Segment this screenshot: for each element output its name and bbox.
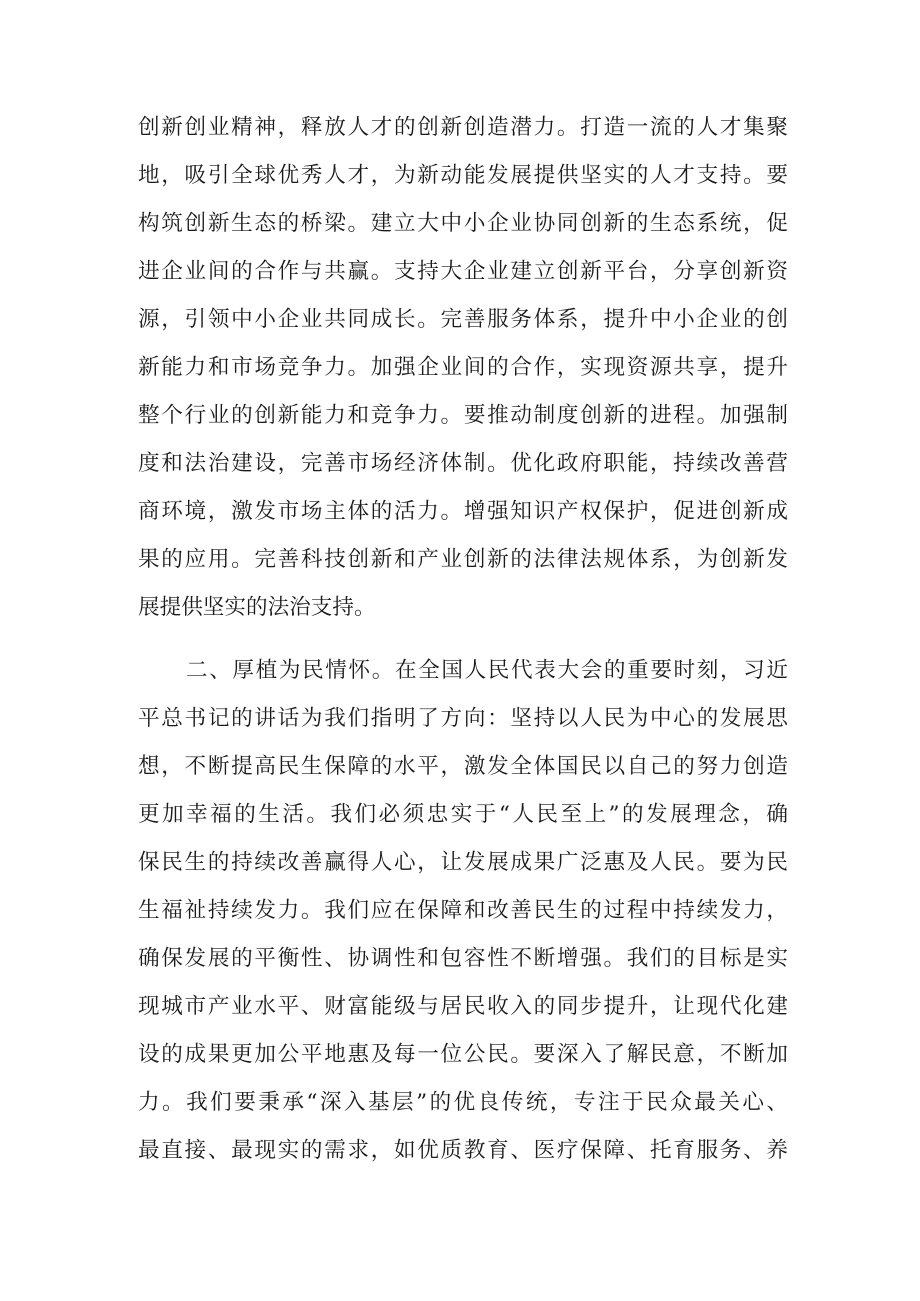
text-line: 保民生的持续改善赢得人心，让发展成果广泛惠及人民。要为民 xyxy=(138,850,788,875)
text-line: 现城市产业水平、财富能级与居民收入的同步提升，让现代化建 xyxy=(138,994,788,1019)
text-line: 源，引领中小企业共同成长。完善服务体系，提升中小企业的创 xyxy=(138,307,788,332)
text-line: 生福祉持续发力。我们应在保障和改善民生的过程中持续发力， xyxy=(138,898,788,923)
paragraph-1 xyxy=(138,104,788,632)
text-line: 更加幸福的生活。我们必须忠实于“人民至上”的发展理念，确 xyxy=(138,802,788,827)
text-line: 确保发展的平衡性、协调性和包容性不断增强。我们的目标是实 xyxy=(138,946,788,971)
text-line: 想，不断提高民生保障的水平，激发全体国民以自己的努力创造 xyxy=(138,754,788,779)
text-line: 平总书记的讲话为我们指明了方向：坚持以人民为中心的发展思 xyxy=(138,706,788,731)
text-line: 果的应用。完善科技创新和产业创新的法律法规体系，为创新发 xyxy=(138,547,788,572)
text-line: 进企业间的合作与共赢。支持大企业建立创新平台，分享创新资 xyxy=(138,259,788,284)
text-line: 新能力和市场竞争力。加强企业间的合作，实现资源共享，提升 xyxy=(138,355,788,380)
paragraph-spacer xyxy=(138,632,788,647)
text-line: 度和法治建设，完善市场经济体制。优化政府职能，持续改善营 xyxy=(138,451,788,476)
text-line: 二、厚植为民情怀。在全国人民代表大会的重要时刻，习近 xyxy=(186,658,788,683)
text-line: 整个行业的创新能力和竞争力。要推动制度创新的进程。加强制 xyxy=(138,403,788,428)
text-line: 地，吸引全球优秀人才，为新动能发展提供坚实的人才支持。要 xyxy=(138,163,788,188)
text-line: 展提供坚实的法治支持。 xyxy=(138,595,376,620)
text-line: 最直接、最现实的需求，如优质教育、医疗保障、托育服务、养 xyxy=(138,1138,788,1163)
text-line: 创新创业精神，释放人才的创新创造潜力。打造一流的人才集聚 xyxy=(138,115,788,140)
text-line: 设的成果更加公平地惠及每一位公民。要深入了解民意，不断加 xyxy=(138,1042,788,1067)
text-line: 构筑创新生态的桥梁。建立大中小企业协同创新的生态系统，促 xyxy=(138,211,788,236)
document-body xyxy=(138,104,788,1175)
text-line: 商环境，激发市场主体的活力。增强知识产权保护，促进创新成 xyxy=(138,499,788,524)
text-line: 力。我们要秉承“深入基层”的优良传统，专注于民众最关心、 xyxy=(138,1090,788,1115)
paragraph-2 xyxy=(138,647,788,1175)
